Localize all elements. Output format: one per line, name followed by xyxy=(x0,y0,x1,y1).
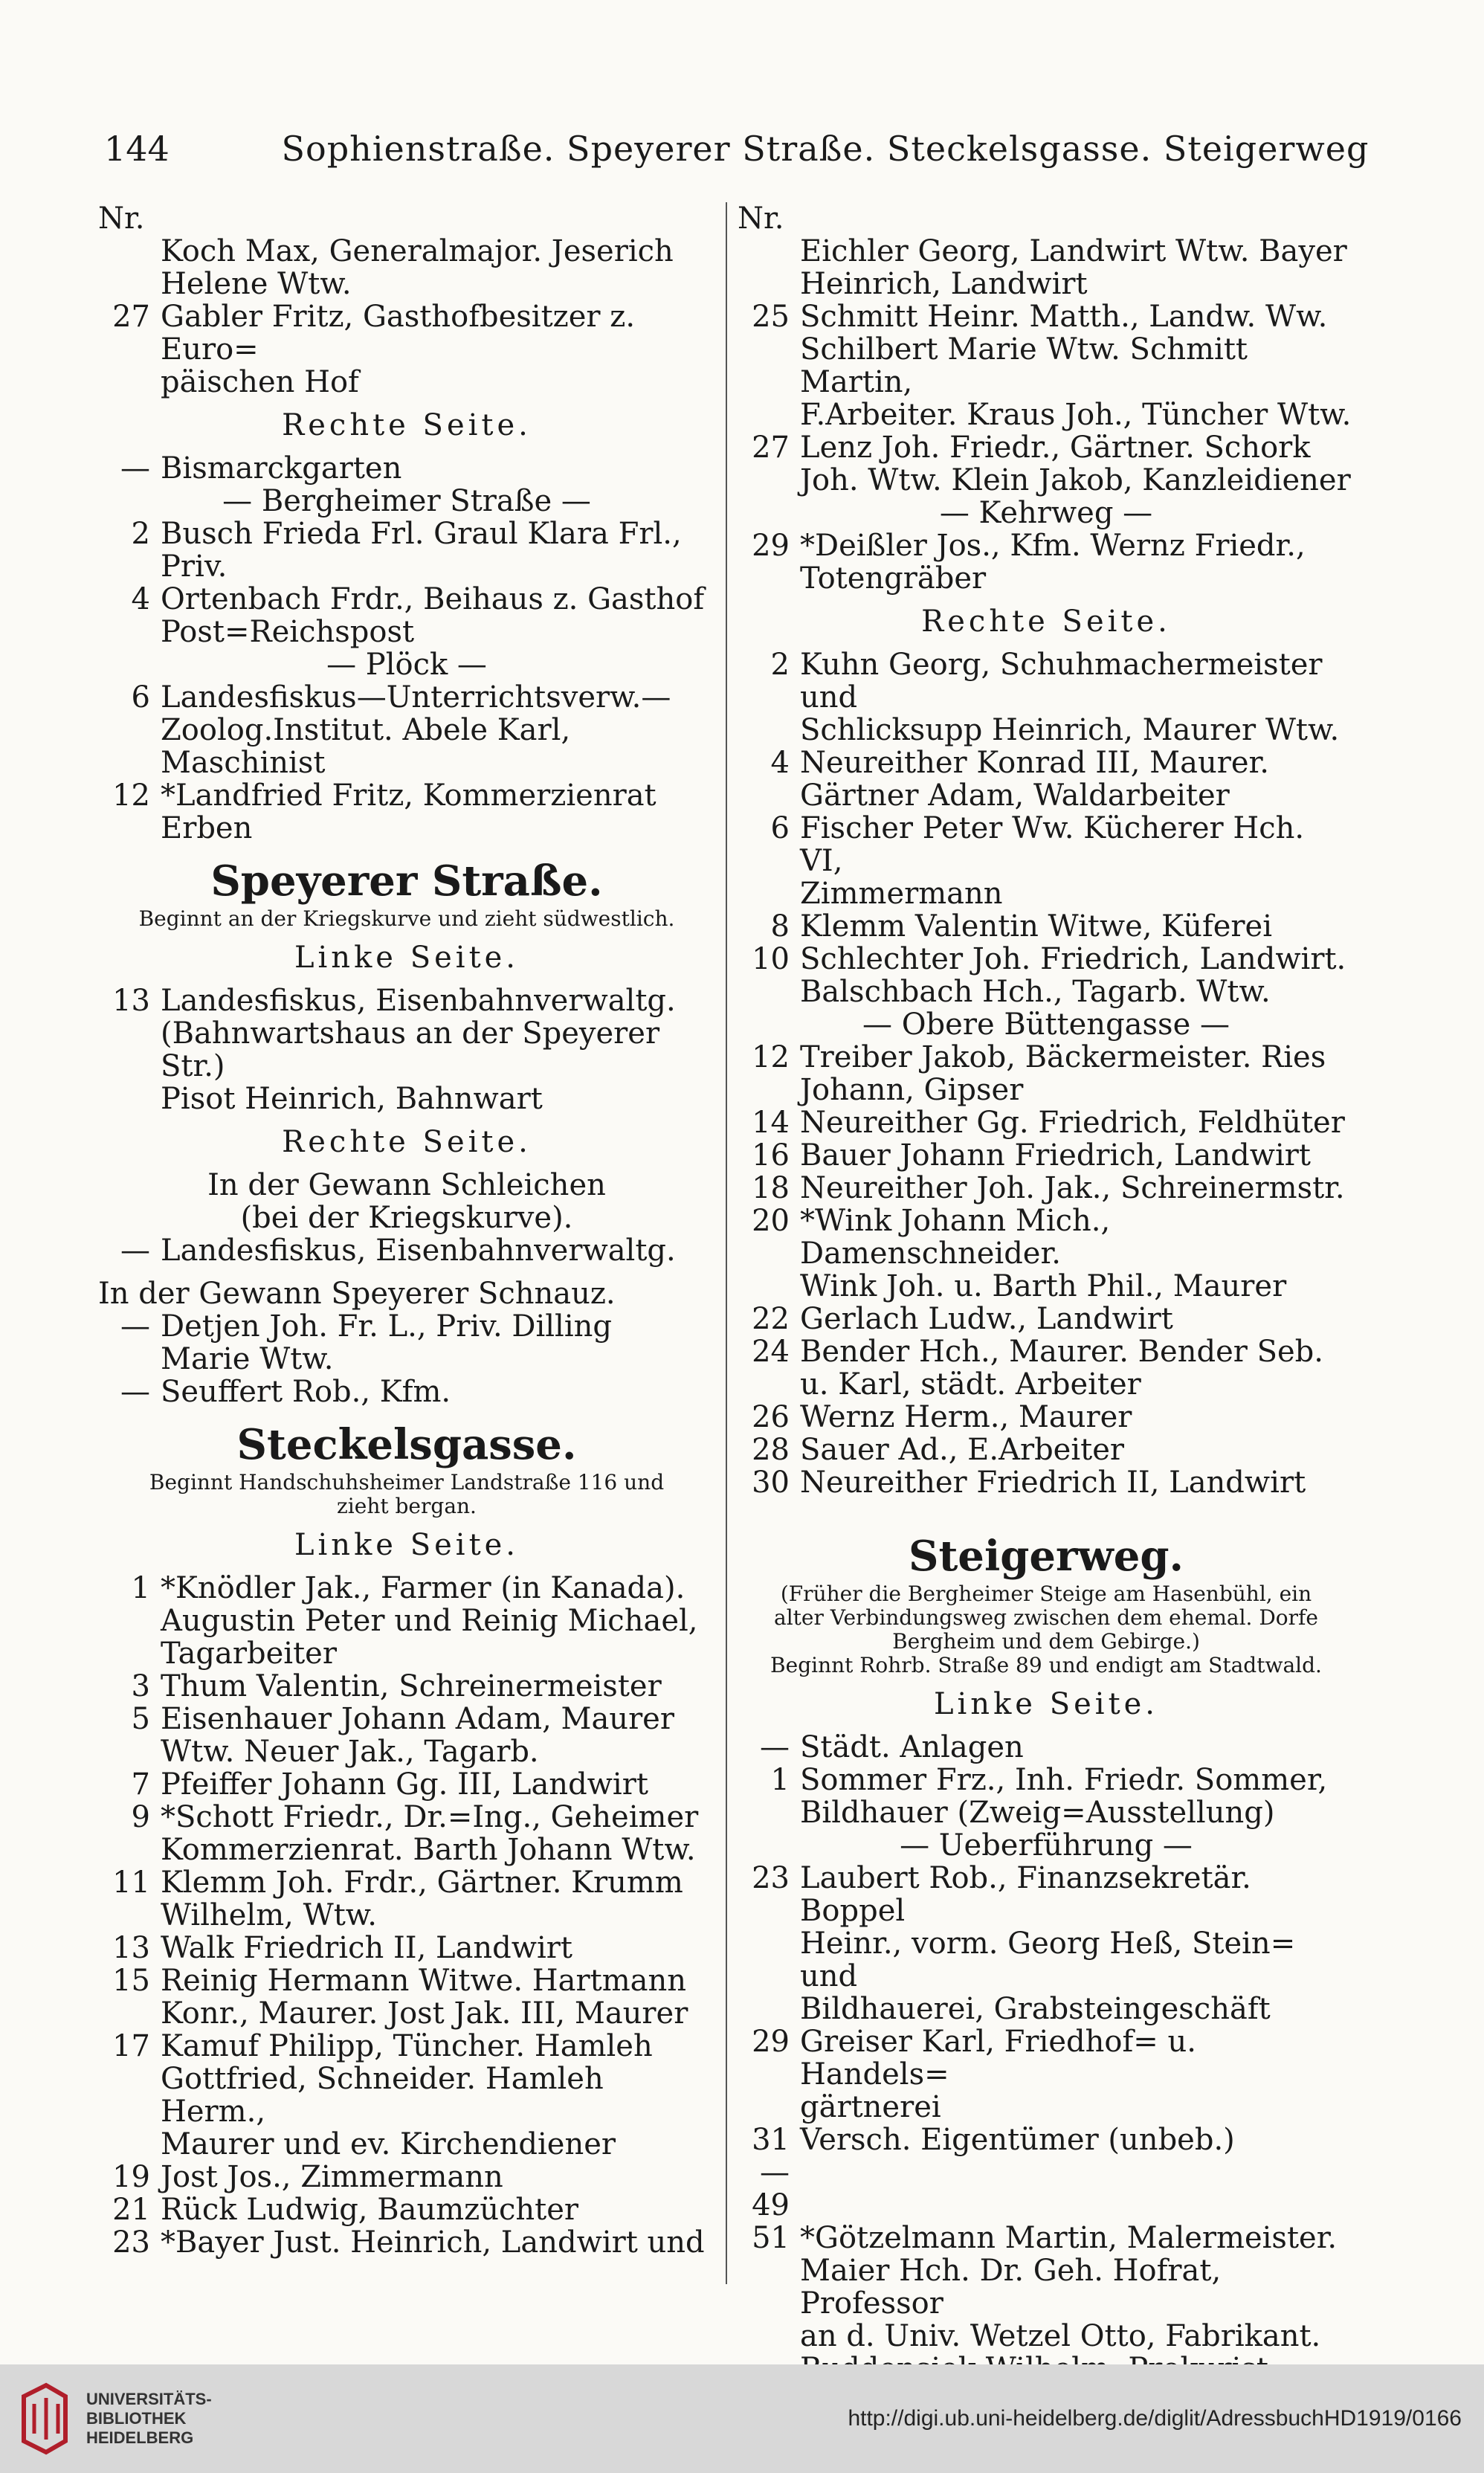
entry-line: Maurer und ev. Kirchendiener xyxy=(161,2127,616,2161)
cross-street: — Ueberführung — xyxy=(900,1828,1193,1863)
entry-line: Gärtner Adam, Waldarbeiter xyxy=(800,778,1230,813)
entry-20: 20 *Wink Johann Mich., Damenschneider. xyxy=(752,1204,1111,1271)
right-column xyxy=(738,202,1355,2451)
entry-11: 11 Klemm Joh. Frdr., Gärtner. Krumm xyxy=(112,1866,683,1900)
entry-line: Totengräber xyxy=(800,561,987,596)
street-note: Beginnt Handschuhsheimer Landstraße 116 und xyxy=(149,1470,665,1495)
left-column xyxy=(98,202,715,2259)
entry-29: 29 *Deißler Jos., Kfm. Wernz Friedr., xyxy=(752,529,1306,563)
entry-7: 7 Pfeiffer Johann Gg. III, Landwirt xyxy=(131,1767,648,1802)
entry-27: 27 Lenz Joh. Friedr., Gärtner. Schork xyxy=(752,431,1311,465)
entry-line: Marie Wtw. xyxy=(161,1342,334,1376)
cross-street: — Bergheimer Straße — xyxy=(222,484,591,518)
entry-14: 14 Neureither Gg. Friedrich, Feldhüter xyxy=(752,1106,1345,1140)
entry-15: 15 Reinig Hermann Witwe. Hartmann xyxy=(112,1964,686,1998)
street-title: Steigerweg. xyxy=(909,1532,1184,1581)
entry-seuffert: — Seuffert Rob., Kfm. xyxy=(120,1375,451,1409)
entry-line: Tagarbeiter xyxy=(161,1637,337,1671)
entry-31-49: 31—49 Versch. Eigentümer (unbeb.) xyxy=(752,2123,1235,2222)
entry-13: 13 Landesfiskus, Eisenbahnverwaltg. xyxy=(112,984,676,1018)
entry-19: 19 Jost Jos., Zimmermann xyxy=(112,2160,503,2194)
entry-3: 3 Thum Valentin, Schreinermeister xyxy=(131,1669,662,1703)
entry-line: gärtnerei xyxy=(800,2090,941,2124)
entry-12: 12 Treiber Jakob, Bäckermeister. Ries xyxy=(752,1040,1326,1074)
gewann-heading: (bei der Kriegskurve). xyxy=(240,1201,573,1235)
entry-2: 2 Kuhn Georg, Schuhmachermeister und xyxy=(770,648,1323,715)
cross-street: — Obere Büttengasse — xyxy=(862,1007,1230,1042)
entry-line: Konr., Maurer. Jost Jak. III, Maurer xyxy=(161,1996,688,2031)
side-heading: Linke Seite. xyxy=(933,1687,1159,1721)
side-heading: Rechte Seite. xyxy=(921,604,1171,639)
entry-line: F.Arbeiter. Kraus Joh., Tüncher Wtw. xyxy=(800,398,1352,432)
entry-9: 9 *Schott Friedr., Dr.=Ing., Geheimer xyxy=(131,1800,699,1834)
entry-line: Augustin Peter und Reinig Michael, xyxy=(161,1604,698,1638)
entry-1: 1 Sommer Frz., Inh. Friedr. Sommer, xyxy=(770,1763,1328,1797)
page-number: 144 xyxy=(104,129,170,169)
entry-13b: 13 Walk Friedrich II, Landwirt xyxy=(112,1931,573,1965)
entry-17: 17 Kamuf Philipp, Tüncher. Hamleh xyxy=(112,2029,653,2063)
entry-line: Joh. Wtw. Klein Jakob, Kanzleidiener xyxy=(800,463,1351,497)
street-note: Bergheim und dem Gebirge.) xyxy=(892,1629,1200,1654)
entry-line: Zimmermann xyxy=(800,877,1003,911)
entry-5: 5 Eisenhauer Johann Adam, Maurer xyxy=(131,1702,674,1736)
entry-line: Heinrich, Landwirt xyxy=(800,267,1088,301)
entry-28: 28 Sauer Ad., E.Arbeiter xyxy=(752,1433,1125,1467)
entry-4: 4 Ortenbach Frdr., Beihaus z. Gasthof xyxy=(131,582,705,616)
cross-street: — Kehrweg — xyxy=(939,496,1153,530)
street-title: Steckelsgasse. xyxy=(236,1420,577,1469)
entry-30: 30 Neureither Friedrich II, Landwirt xyxy=(752,1466,1306,1500)
entry-line: Zoolog.Institut. Abele Karl, Maschinist xyxy=(161,713,571,780)
entry-line: Maier Hch. Dr. Geh. Hofrat, Professor xyxy=(800,2254,1222,2321)
entry-line: Priv. xyxy=(161,549,228,584)
entry-line: Johann, Gipser xyxy=(800,1073,1024,1107)
entry-6: 6 Fischer Peter Ww. Kücherer Hch. VI, xyxy=(770,811,1305,878)
entry-23: 23 Laubert Rob., Finanzsekretär. Boppel xyxy=(752,1861,1251,1928)
column-divider xyxy=(726,202,727,2284)
entry-23: 23 *Bayer Just. Heinrich, Landwirt und xyxy=(112,2225,705,2260)
street-note: alter Verbindungsweg zwischen dem ehemal. Dorfe xyxy=(774,1605,1318,1630)
entry-line: Eichler Georg, Landwirt Wtw. Bayer xyxy=(800,234,1347,268)
entry-4: 4 Neureither Konrad III, Maurer. xyxy=(770,746,1269,780)
entry-line: Pisot Heinrich, Bahnwart xyxy=(161,1082,543,1116)
entry-8: 8 Klemm Valentin Witwe, Küferei xyxy=(770,909,1272,944)
side-heading: Rechte Seite. xyxy=(282,1125,532,1159)
entry-line: Erben xyxy=(161,811,253,845)
entry-line: Bildhauer (Zweig=Ausstellung) xyxy=(800,1796,1275,1830)
street-note: Beginnt Rohrb. Straße 89 und endigt am Stadtwald. xyxy=(770,1653,1322,1677)
entry-line: Wink Joh. u. Barth Phil., Maurer xyxy=(800,1269,1287,1303)
entry-detjen: — Detjen Joh. Fr. L., Priv. Dilling xyxy=(120,1309,613,1344)
entry-22: 22 Gerlach Ludw., Landwirt xyxy=(752,1302,1173,1336)
entry-line: Post=Reichspost xyxy=(161,615,415,649)
entry-line: Gottfried, Schneider. Hamleh Herm., xyxy=(161,2062,604,2129)
side-heading: Linke Seite. xyxy=(294,941,520,975)
entry-27: 27 Gabler Fritz, Gasthofbesitzer z. Euro= xyxy=(112,300,636,367)
library-logo-icon xyxy=(16,2382,73,2456)
entry-26: 26 Wernz Herm., Maurer xyxy=(752,1400,1132,1434)
street-note: zieht bergan. xyxy=(337,1494,477,1518)
entry-line: Balschbach Hch., Tagarb. Wtw. xyxy=(800,975,1271,1009)
source-url[interactable]: http://digi.ub.uni-heidelberg.de/diglit/AdressbuchHD1919/0166 xyxy=(848,2406,1462,2431)
library-name: UNIVERSITÄTS- BIBLIOTHEK HEIDELBERG xyxy=(86,2390,212,2447)
entry-line: u. Karl, städt. Arbeiter xyxy=(800,1367,1141,1402)
entry-line: Schilbert Marie Wtw. Schmitt Martin, xyxy=(800,332,1248,399)
entry-29: 29 Greiser Karl, Friedhof= u. Handels= xyxy=(752,2025,1196,2092)
entry-10: 10 Schlechter Joh. Friedrich, Landwirt. xyxy=(752,942,1346,976)
cross-street: — Plöck — xyxy=(326,648,487,682)
entry-line: (Bahnwartshaus an der Speyerer Str.) xyxy=(161,1016,660,1083)
entry-line: Wilhelm, Wtw. xyxy=(161,1898,377,1932)
entry-line: Heinr., vorm. Georg Heß, Stein= und xyxy=(800,1927,1296,1993)
footer-bar xyxy=(0,2364,1484,2473)
entry-line: Schlicksupp Heinrich, Maurer Wtw. xyxy=(800,713,1340,747)
street-note: (Früher die Bergheimer Steige am Hasenbühl, ein xyxy=(780,1582,1312,1606)
entry-line: Bildhauerei, Grabsteingeschäft xyxy=(800,1992,1271,2026)
entry-line: an d. Univ. Wetzel Otto, Fabrikant. xyxy=(800,2319,1321,2353)
gewann-heading: In der Gewann Schleichen xyxy=(207,1168,606,1202)
entry-2: 2 Busch Frieda Frl. Graul Klara Frl., xyxy=(131,517,682,551)
entry-line: Helene Wtw. xyxy=(161,267,352,301)
entry-line: Koch Max, Generalmajor. Jeserich xyxy=(161,234,674,268)
entry-25: 25 Schmitt Heinr. Matth., Landw. Ww. xyxy=(752,300,1328,334)
page-title: Sophienstraße. Speyerer Straße. Steckelsgasse. Steigerweg xyxy=(281,129,1370,169)
gewann-heading: In der Gewann Speyerer Schnauz. xyxy=(98,1277,616,1311)
nr-heading: Nr. xyxy=(98,201,145,236)
nr-heading: Nr. xyxy=(738,201,784,236)
street-title: Speyerer Straße. xyxy=(210,857,603,906)
entry-bismarck: — Bismarckgarten xyxy=(120,451,402,486)
entry-line: päischen Hof xyxy=(161,365,359,399)
entry-12: 12 *Landfried Fritz, Kommerzienrat xyxy=(112,778,656,813)
entry-landesfiskus: — Landesfiskus, Eisenbahnverwaltg. xyxy=(120,1234,676,1268)
entry-18: 18 Neureither Joh. Jak., Schreinermstr. xyxy=(752,1171,1345,1205)
entry-6: 6 Landesfiskus—Unterrichtsverw.— xyxy=(131,680,671,715)
entry-51: 51 *Götzelmann Martin, Malermeister. xyxy=(752,2221,1338,2255)
entry-16: 16 Bauer Johann Friedrich, Landwirt xyxy=(752,1138,1311,1173)
page-header xyxy=(104,119,1398,178)
entry-1: 1 *Knödler Jak., Farmer (in Kanada). xyxy=(131,1571,685,1605)
entry-21: 21 Rück Ludwig, Baumzüchter xyxy=(112,2193,579,2227)
entry-line: Kommerzienrat. Barth Johann Wtw. xyxy=(161,1833,696,1867)
street-note: Beginnt an der Kriegskurve und zieht südwestlich. xyxy=(138,906,675,931)
entry-anlagen: — Städt. Anlagen xyxy=(760,1730,1024,1764)
side-heading: Linke Seite. xyxy=(294,1528,520,1562)
entry-line: Wtw. Neuer Jak., Tagarb. xyxy=(161,1735,539,1769)
entry-24: 24 Bender Hch., Maurer. Bender Seb. xyxy=(752,1335,1323,1369)
side-heading: Rechte Seite. xyxy=(282,408,532,442)
